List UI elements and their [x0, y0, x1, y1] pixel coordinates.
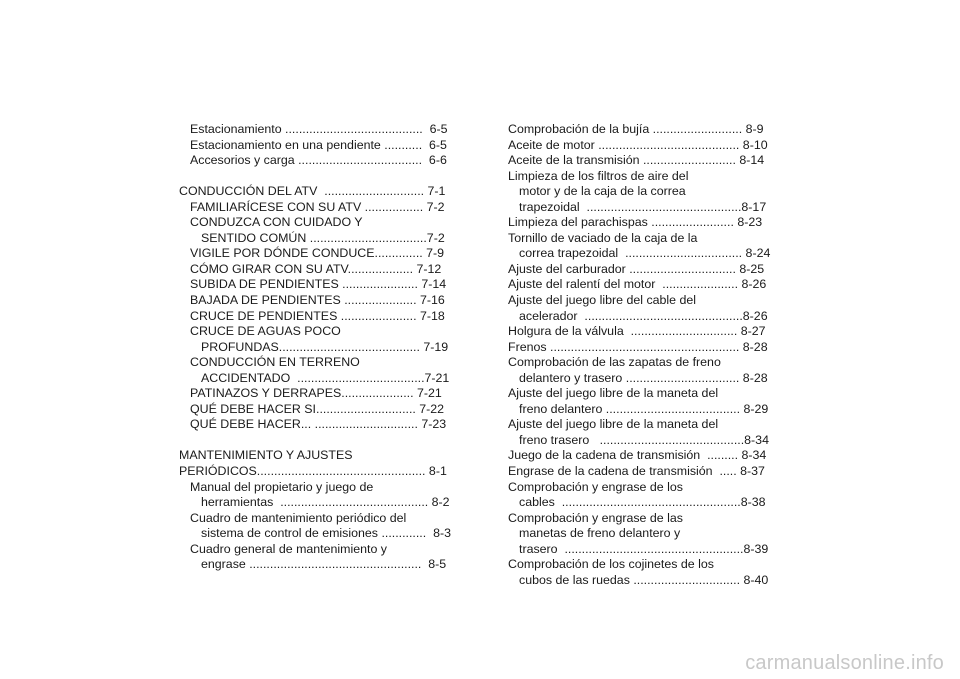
- toc-entry: Holgura de la válvula ............................... 8-27: [508, 324, 766, 339]
- toc-entry: PERIÓDICOS................................................. 8-1: [179, 464, 447, 479]
- toc-entry: sistema de control de emisiones ............. 8-3: [201, 526, 451, 541]
- toc-entry: Ajuste del ralentí del motor ...................... 8-26: [508, 277, 767, 292]
- toc-entry: acelerador ..............................................8-26: [519, 308, 768, 323]
- toc-entry: Comprobación y engrase de las: [508, 510, 683, 525]
- toc-entry: QUÉ DEBE HACER... .............................. 7-23: [190, 417, 447, 432]
- toc-entry: Ajuste del juego libre de la maneta del: [508, 417, 719, 432]
- toc-entry: BAJADA DE PENDIENTES ..................... 7-16: [190, 293, 445, 308]
- toc-entry: Comprobación y engrase de los: [508, 479, 683, 494]
- toc-right-column: [508, 122, 782, 588]
- toc-entry: Comprobación de los cojinetes de los: [508, 557, 714, 572]
- toc-entry: manetas de freno delantero y: [519, 526, 681, 541]
- watermark: carmanualsonline.info: [745, 652, 944, 674]
- toc-entry: Aceite de la transmisión ........................... 8-14: [508, 153, 765, 168]
- toc-entry: Engrase de la cadena de transmisión ..... 8-37: [508, 464, 765, 479]
- toc-entry: PROFUNDAS......................................... 7-19: [201, 339, 449, 354]
- toc-entry: motor y de la caja de la correa: [519, 184, 686, 199]
- toc-entry: Comprobación de las zapatas de freno: [508, 355, 721, 370]
- toc-entry: CONDUZCA CON CUIDADO Y: [190, 215, 363, 230]
- toc-entry: PATINAZOS Y DERRAPES..................... 7-21: [190, 386, 442, 401]
- toc-entry: CRUCE DE AGUAS POCO: [190, 324, 341, 339]
- toc-entry: Comprobación de la bujía .......................... 8-9: [508, 122, 764, 136]
- toc-entry: Tornillo de vaciado de la caja de la: [508, 230, 698, 245]
- toc-entry: CONDUCCIÓN EN TERRENO: [190, 355, 360, 370]
- toc-entry: herramientas ........................................... 8-2: [201, 495, 450, 510]
- toc-entry: Aceite de motor ......................................... 8-10: [508, 137, 768, 152]
- toc-left-column: [179, 122, 463, 573]
- toc-entry: MANTENIMIENTO Y AJUSTES: [179, 448, 353, 463]
- toc-entry: trasero ....................................................8-39: [519, 541, 769, 556]
- toc-entry: Ajuste del juego libre del cable del: [508, 293, 697, 308]
- toc-entry: QUÉ DEBE HACER SI............................. 7-22: [190, 401, 445, 416]
- toc-entry: cubos de las ruedas ............................... 8-40: [519, 572, 769, 587]
- toc-entry: cables ....................................................8-38: [519, 495, 766, 510]
- toc-entry: Ajuste del juego libre de la maneta del: [508, 386, 719, 401]
- toc-entry: CÓMO GIRAR CON SU ATV................... 7-12: [190, 261, 442, 276]
- toc-entry: SUBIDA DE PENDIENTES ...................... 7-14: [190, 277, 447, 292]
- toc-entry: Ajuste del carburador ............................... 8-25: [508, 261, 765, 276]
- toc-entry: trapezoidal .............................................8-17: [519, 199, 767, 214]
- toc-entry: freno delantero ....................................... 8-29: [519, 401, 769, 416]
- toc-entry: CRUCE DE PENDIENTES ...................... 7-18: [190, 308, 445, 323]
- toc-entry: ACCIDENTADO .....................................7-21: [201, 370, 450, 385]
- toc-entry: CONDUCCIÓN DEL ATV ............................. 7-1: [179, 184, 446, 199]
- toc-entry: Estacionamiento en una pendiente ........... 6-5: [190, 137, 447, 152]
- toc-entry: engrase .................................................. 8-5: [201, 557, 447, 572]
- toc-entry: FAMILIARÍCESE CON SU ATV ................. 7-2: [190, 199, 445, 214]
- toc-entry: Juego de la cadena de transmisión ......... 8-34: [508, 448, 767, 463]
- toc-entry: SENTIDO COMÚN ..................................7-2: [201, 230, 445, 245]
- toc-entry: freno trasero ..........................................8-34: [519, 432, 769, 447]
- toc-entry: VIGILE POR DÓNDE CONDUCE.............. 7-9: [190, 246, 445, 261]
- toc-entry: Limpieza del parachispas ........................ 8-23: [508, 215, 763, 230]
- toc-spacer: [179, 433, 463, 449]
- toc-entry: Frenos ....................................................... 8-28: [508, 339, 768, 354]
- toc-entry: Accesorios y carga .................................... 6-6: [190, 153, 447, 168]
- toc-entry: correa trapezoidal .................................. 8-24: [519, 246, 771, 261]
- toc-entry: Limpieza de los filtros de aire del: [508, 168, 689, 183]
- toc-entry: delantero y trasero ................................. 8-28: [519, 370, 768, 385]
- toc-spacer: [179, 169, 463, 185]
- toc-entry: Manual del propietario y juego de: [190, 479, 374, 494]
- toc-entry: Cuadro general de mantenimiento y: [190, 541, 387, 556]
- toc-entry: Estacionamiento ........................................ 6-5: [190, 122, 448, 136]
- toc-entry: Cuadro de mantenimiento periódico del: [190, 510, 407, 525]
